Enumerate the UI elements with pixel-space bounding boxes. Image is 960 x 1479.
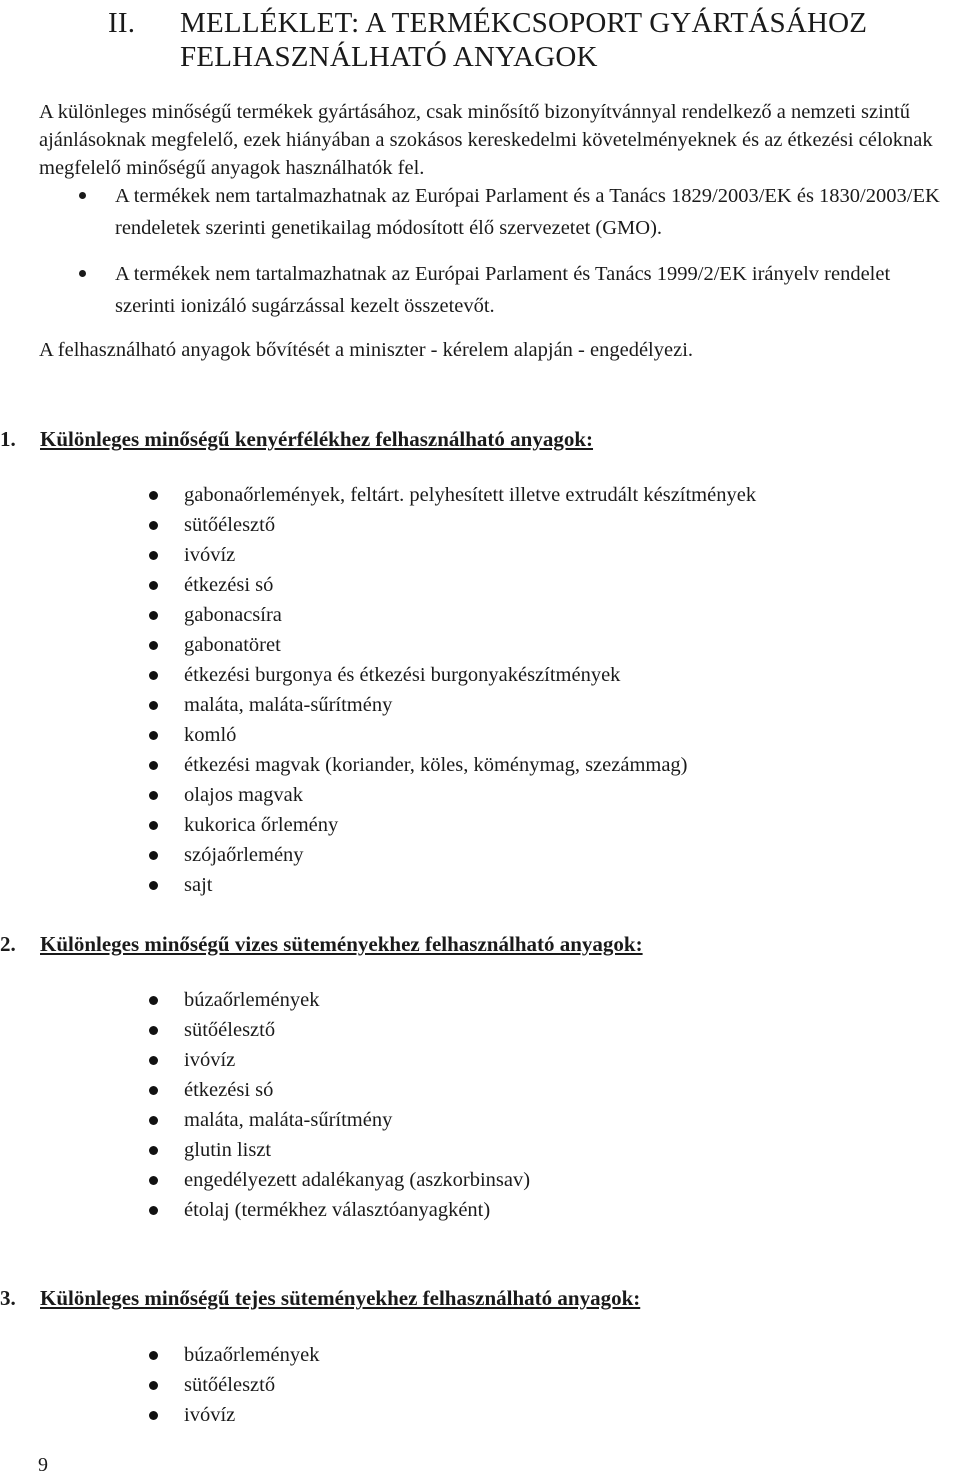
- list-item: étkezési só: [149, 1075, 530, 1105]
- title-number: II.: [108, 7, 136, 39]
- list-item: maláta, maláta-sűrítmény: [149, 1105, 530, 1135]
- list-item: szójaőrlemény: [149, 840, 756, 870]
- list-item: búzaőrlemények: [149, 985, 530, 1015]
- list-item: ivóvíz: [149, 1045, 530, 1075]
- bullet-icon: [149, 1351, 158, 1360]
- bullet-icon: [79, 270, 86, 277]
- bullet-icon: [149, 1206, 158, 1215]
- list-item: gabonacsíra: [149, 600, 756, 630]
- bullet-icon: [149, 1056, 158, 1065]
- bullet-icon: [149, 1086, 158, 1095]
- list-item: sütőélesztő: [149, 1015, 530, 1045]
- bullet-icon: [149, 551, 158, 560]
- list-item: étkezési burgonya és étkezési burgonyakészítmények: [149, 660, 756, 690]
- list-item: engedélyezett adalékanyag (aszkorbinsav): [149, 1165, 530, 1195]
- bullet-icon: [149, 851, 158, 860]
- rule-text: A termékek nem tartalmazhatnak az Európai Parlament és a Tanács 1829/2003/EK és 1830/2003/EK rendeletek szerinti genetikailag módosított élő szervezetet (GMO).: [115, 185, 940, 239]
- list-item: maláta, maláta-sűrítmény: [149, 690, 756, 720]
- bullet-icon: [149, 701, 158, 710]
- bullet-icon: [149, 1026, 158, 1035]
- bullet-icon: [149, 1411, 158, 1420]
- bullet-icon: [149, 761, 158, 770]
- ingredient-list-3: [149, 1340, 319, 1430]
- section-title: Különleges minőségű vizes süteményekhez felhasználható anyagok:: [40, 932, 643, 956]
- ingredient-list-2: [149, 985, 530, 1225]
- section-title: Különleges minőségű tejes süteményekhez felhasználható anyagok:: [40, 1286, 641, 1310]
- bullet-icon: [149, 821, 158, 830]
- bullet-icon: [149, 1116, 158, 1125]
- list-item: ivóvíz: [149, 540, 756, 570]
- list-item: étolaj (termékhez választóanyagként): [149, 1195, 530, 1225]
- bullet-icon: [149, 881, 158, 890]
- list-item: étkezési magvak (koriander, köles, köménymag, szezámmag): [149, 750, 756, 780]
- list-item: glutin liszt: [149, 1135, 530, 1165]
- section-number: 3.: [0, 1286, 16, 1310]
- bullet-icon: [149, 491, 158, 500]
- title-line-2: FELHASZNÁLHATÓ ANYAGOK: [180, 41, 598, 73]
- bullet-icon: [149, 611, 158, 620]
- bullet-icon: [149, 1146, 158, 1155]
- list-item: gabonatöret: [149, 630, 756, 660]
- section-title: Különleges minőségű kenyérfélékhez felhasználható anyagok:: [40, 427, 594, 451]
- list-item: búzaőrlemények: [149, 1340, 319, 1370]
- list-item: étkezési só: [149, 570, 756, 600]
- section-number: 2.: [0, 932, 16, 956]
- bullet-icon: [149, 1176, 158, 1185]
- list-item: sütőélesztő: [149, 1370, 319, 1400]
- rule-text: A termékek nem tartalmazhatnak az Európai Parlament és Tanács 1999/2/EK irányelv rendelet szerinti ionizáló sugárzással kezelt összetevőt.: [115, 263, 891, 317]
- bullet-icon: [149, 791, 158, 800]
- bullet-icon: [149, 731, 158, 740]
- section-number: 1.: [0, 427, 16, 451]
- rule-item-gmo: [39, 180, 954, 244]
- ingredient-list-1: [149, 480, 756, 900]
- list-item: ivóvíz: [149, 1400, 319, 1430]
- intro-paragraph: A különleges minőségű termékek gyártásához, csak minősítő bizonyítvánnyal rendelkező a nemzeti szintű ajánlásoknak megfelelő, ezek hiányában a szokásos kereskedelmi követelményeknek és az étkezési céloknak megfelelő minőségű anyagok használhatók fel.: [39, 101, 933, 179]
- bullet-icon: [149, 996, 158, 1005]
- bullet-icon: [149, 521, 158, 530]
- title-line-1: MELLÉKLET: A TERMÉKCSOPORT GYÁRTÁSÁHOZ: [180, 7, 868, 39]
- list-item: sajt: [149, 870, 756, 900]
- list-item: komló: [149, 720, 756, 750]
- bullet-icon: [79, 192, 86, 199]
- bullet-icon: [149, 581, 158, 590]
- rule-item-ionizing: [39, 258, 954, 322]
- list-item: kukorica őrlemény: [149, 810, 756, 840]
- bullet-icon: [149, 1381, 158, 1390]
- page-number: 9: [38, 1454, 48, 1476]
- bullet-icon: [149, 671, 158, 680]
- bullet-icon: [149, 641, 158, 650]
- note-paragraph: A felhasználható anyagok bővítését a miniszter - kérelem alapján - engedélyezi.: [39, 339, 694, 361]
- list-item: olajos magvak: [149, 780, 756, 810]
- list-item: gabonaőrlemények, feltárt. pelyhesített illetve extrudált készítmények: [149, 480, 756, 510]
- list-item: sütőélesztő: [149, 510, 756, 540]
